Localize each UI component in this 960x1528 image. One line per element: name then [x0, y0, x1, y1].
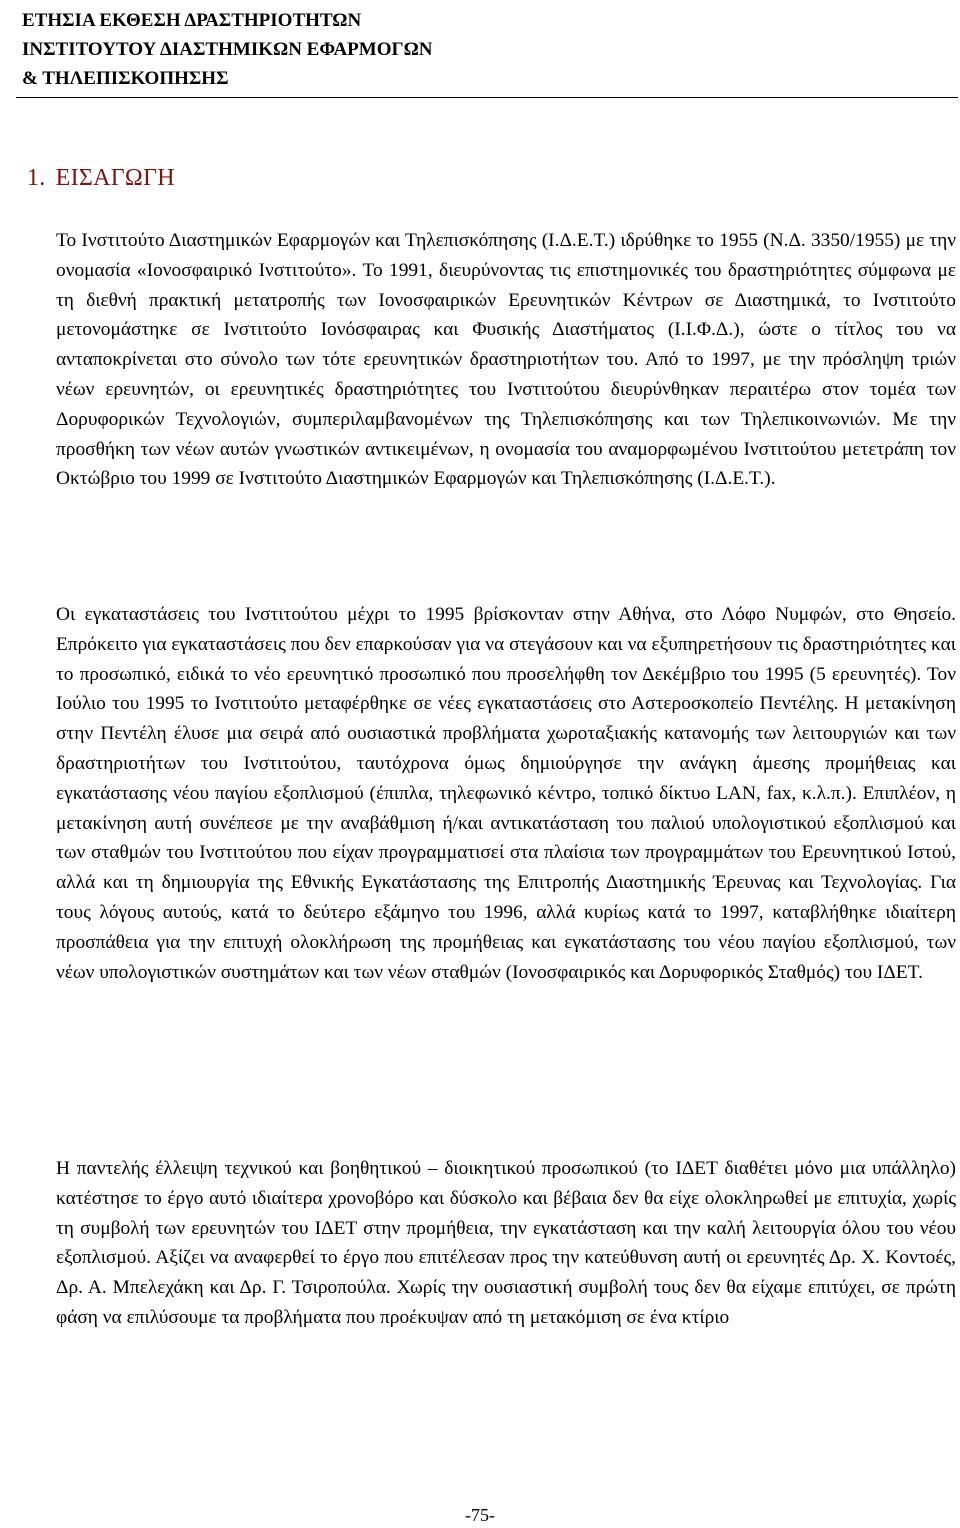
section-heading: [27, 160, 175, 196]
paragraph-staff: [56, 1154, 956, 1333]
page-number: -75-: [465, 1505, 495, 1525]
paragraph-text: Το Ινστιτούτο Διαστημικών Εφαρμογών και Τηλεπισκόπησης (Ι.Δ.Ε.Τ.) ιδρύθηκε το 1955 (Ν.Δ. 3350/1955) με την ονομασία «Ιονοσφαιρικό Ινστιτούτο». Το 1991, διευρύνοντας τις επιστημονικές του δραστηριότητες σύμφωνα με τη διεθνή πρακτική μετατροπής των Ιονοσφαιρικών Ερευνητικών Κέντρων σε Διαστημικά, το Ινστιτούτο μετονομάστηκε σε Ινστιτούτο Ιονόσφαιρας και Φυσικής Διαστήματος (Ι.Ι.Φ.Δ.), ώστε ο τίτλος του να ανταποκρίνεται στο σύνολο των τότε ερευνητικών δραστηριοτήτων του. Από το 1997, με την πρόσληψη τριών νέων ερευνητών, οι ερευνητικές δραστηριότητες του Ινστιτούτου διευρύνθηκαν περαιτέρω στον τομέα των Δορυφορικών Τεχνολογιών, συμπεριλαμβανομένων της Τηλεπισκόπησης και των Τηλεπικοινωνιών. Με την προσθήκη των νέων αυτών γνωστικών αντικειμένων, η ονομασία του αναμορφωμένου Ινστιτούτου μετετράπη τον Οκτώβριο του 1999 σε Ινστιτούτο Διαστημικών Εφαρμογών και Τηλεπισκόπησης (Ι.Δ.Ε.Τ.).: [56, 230, 956, 490]
report-header: [22, 6, 922, 93]
paragraph-facilities: [56, 600, 956, 987]
paragraph-text: Οι εγκαταστάσεις του Ινστιτούτου μέχρι το 1995 βρίσκονταν στην Αθήνα, στο Λόφο Νυμφών, στο Θησείο. Επρόκειτο για εγκαταστάσεις που δεν επαρκούσαν για να στεγάσουν και να εξυπηρετήσουν τις δραστηριότητες και το προσωπικό, ειδικά το νέο ερευνητικό προσωπικό που προσελήφθη τον Δεκέμβριο του 1995 (5 ερευνητές). Τον Ιούλιο του 1995 το Ινστιτούτο μεταφέρθηκε σε νέες εγκαταστάσεις στο Αστεροσκοπείο Πεντέλης. Η μετακίνηση στην Πεντέλη έλυσε μια σειρά από ουσιαστικά προβλήματα χωροταξιακής κατανομής των λειτουργιών και των δραστηριοτήτων του Ινστιτούτου, ταυτόχρονα όμως δημιούργησε την ανάγκη άμεσης προμήθειας και εγκατάστασης νέου παγίου εξοπλισμού (έπιπλα, τηλεφωνικό κέντρο, τοπικό δίκτυο LAN, fax, κ.λ.π.). Επιπλέον, η μετακίνηση αυτή συνέπεσε με την αναβάθμιση ή/και αντικατάσταση του παλιού υπολογιστικού εξοπλισμού και των σταθμών του Ινστιτούτου που είχαν προγραμματισεί στα πλαίσια των προγραμμάτων του Ερευνητικού Ιστού, αλλά και τη δημιουργία της Εθνικής Εγκατάστασης της Επιτροπής Διαστημικής Έρευνας και Τεχνολογίας. Για τους λόγους αυτούς, κατά το δεύτερο εξάμηνο του 1996, αλλά κυρίως κατά το 1997, καταβλήθηκε ιδιαίτερη προσπάθεια για την επιτυχή ολοκλήρωση της προμήθειας και εγκατάστασης του νέου παγίου εξοπλισμού, των νέων υπολογιστικών συστημάτων και των νέων σταθμών (Ιονοσφαιρικός και Δορυφορικός Σταθμός) του ΙΔΕΤ.: [56, 604, 956, 983]
header-line-1: ΕΤΗΣΙΑ ΕΚΘΕΣΗ ΔΡΑΣΤΗΡΙΟΤΗΤΩΝ: [22, 10, 362, 31]
paragraph-introduction: [56, 226, 956, 494]
header-line-3: & ΤΗΛΕΠΙΣΚΟΠΗΣΗΣ: [22, 68, 229, 89]
section-title: ΕΙΣΑΓΩΓΗ: [55, 165, 175, 191]
header-divider: [16, 97, 958, 98]
section-number: 1.: [27, 165, 46, 191]
header-line-2: ΙΝΣΤΙΤΟΥΤΟΥ ΔΙΑΣΤΗΜΙΚΩΝ ΕΦΑΡΜΟΓΩΝ: [22, 39, 433, 60]
paragraph-text: Η παντελής έλλειψη τεχνικού και βοηθητικού – διοικητικού προσωπικού (το ΙΔΕΤ διαθέτει μόνο μια υπάλληλο) κατέστησε το έργο αυτό ιδιαίτερα χρονοβόρο και δύσκολο και βέβαια δεν θα είχε ολοκληρωθεί με επιτυχία, χωρίς τη συμβολή των ερευνητών του ΙΔΕΤ στην προμήθεια, την εγκατάσταση και την καλή λειτουργία όλου του νέου εξοπλισμού. Αξίζει να αναφερθεί το έργο που επιτέλεσαν προς την κατεύθυνση αυτή οι ερευνητές Δρ. Χ. Κοντοές, Δρ. Α. Μπελεχάκη και Δρ. Γ. Τσιροπούλα. Χωρίς την ουσιαστική συμβολή τους δεν θα είχαμε επιτύχει, σε πρώτη φάση να επιλύσουμε τα προβλήματα που προέκυψαν από τη μετακόμιση σε ένα κτίριο: [56, 1158, 956, 1328]
